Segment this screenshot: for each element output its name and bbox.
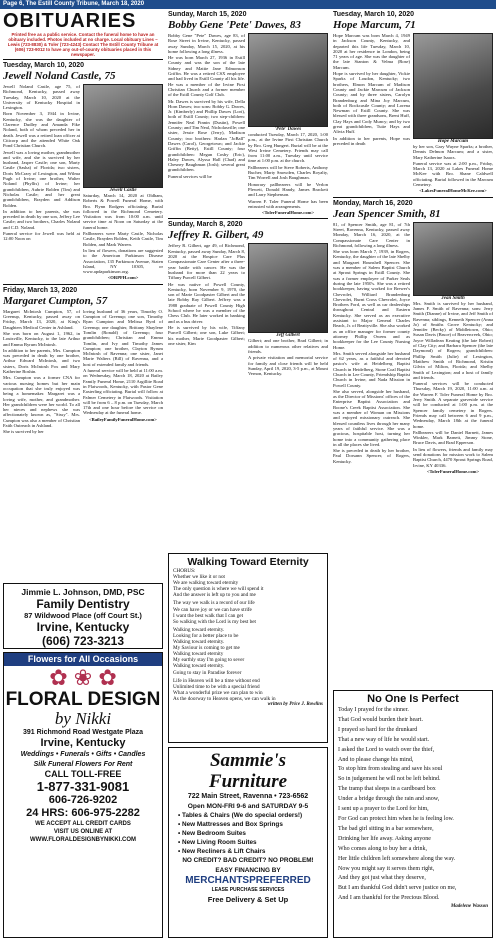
ad-sammie-easy: EASY FINANCING BY [215,867,281,874]
ad-johnson-line1: Jimmie L. Johnson, DMD, PSC [21,587,145,597]
spencer-p3: Mrs. Smith served alongside her husband of 62 years, as a faithful and devoted pastor's wife at Heidelberg Baptist Church in Heidelberg, Stone Coal Baptist Church in Lee County, Friendship Baptist Church in Irvine, and Nada Mission in Powell County. [333,350,410,388]
castle-credit: <ORPFH.com> [107,275,139,281]
poem-line: For God can protect him when he is feeling low. [338,815,454,822]
poem-line: So in judgement he will not be left behind. [338,776,441,783]
castle-p7: Pallbearers were Marty Castle, Nicholas Castle, Brayden Bolden, Keith Castle, Tim Bolden, and Mark Warren. [83,231,163,247]
poem-line: The only question is where we will spend it [173,586,264,593]
ad-sammie-items [169,811,327,856]
marcum-p4: by her son, Gary Wayne Sparks; a brother, Dennis Delmon Marcum; and a sister, Mary Katherine Isaacs. [413,144,493,160]
castle-p8: In lieu of flowers, donations are suggested to the American Parkinson Disease Association, 135 Parkinson Avenue, Staten Island, NY 10305, or www.apdaparkinson.org. [83,247,163,275]
dawes-p3: Mr. Dawes is survived by his wife, Della Horn Dawes; two sons: Bobby G. Dawes, Jr. (Kimberly) and Phillip Dawes (Lori), both of Estill County; two step-children: Jennifer Neal Finnin (Dustin), Powell County; and Tim Neal, Nicholasville; one sister, Jessie Rose (Jerry), Madison County; two brothers: Harlan "JoBall" Dawes (Carol), Georgetown; and Jackie Griffin (Betty), Estill County; four grandchildren: Megan Cosby (Eric), Haley Dawes, Alyssa Hall (Chad) and Chesney Baughman (Josh); several great grandchildren. [168,98,245,173]
ad-sammie-item: • New Recliners & Lift Chairs [178,848,266,855]
ad-floral-local: 606-726-9202 [48,794,118,806]
poem2-lines [338,706,488,904]
poem-line: Who comes along to buy her a drink, [338,845,427,852]
poem-line: That a new way of life he would start. [338,736,430,743]
spencer-photo-caption: Jean Smith [441,295,465,301]
spencer-p6: Mrs. Smith is survived by her husband, James F. Smith of Ravenna; sons: Jerry Smith (Dianne) of Irvine, and Jeff Smith of Ravenna; siblings, Kenneth Spencer (Anna Jo) of Smiths Grove Kentucky; and Jennifer (Becky) of Middletown, Ohio; Susan Davis (Bruce) of Beavercreek, Ohio; Joyce Willadean Keating (the late Robert) of Clay City; and Barbara Spencer (the late Daymond) of Rogers; grandchildren: Phillip Smith (Julie) of Lexington, Matthew Smith of Richmond, Kristin Gilvin of Milton, Florida; and Shelby Smith of Lexington; and a host of family and friends. [413,300,493,380]
dawes-photo [248,33,328,127]
marcum-credit: <LakesFuneralHomeMcKee.com> [419,188,487,194]
cumpton-name: Margaret Cumpton, 57 [3,294,108,307]
ad-sammie-hours: Open MON-FRI 9-6 and SATURDAY 9-5 [187,803,309,810]
ad-floral-name: FLORAL DESIGN [5,689,161,710]
dawes-date: Sunday, March 15, 2020 [168,11,247,18]
ad-sammie-item: • New Bedroom Suites [178,830,246,837]
castle-date: Tuesday, March 10, 2020 [3,62,85,69]
ad-sammie-addr: 722 Main Street, Ravenna • 723-6562 [187,793,309,800]
gilbert-p4: Gilbert; and one brother, Brad Gilbert; in addition to numerous other relatives and friends. [248,338,328,355]
poem1-title: Walking Toward Eternity [187,556,309,568]
poem-line: And I am thankful for the Precious Blood. [338,895,440,902]
poem-line: What a wonderful prize we can plan to win [173,689,263,696]
ad-floral-web: WWW.FLORALDESIGNBYNIKKI.COM [30,837,136,843]
dawes-photo-caption: 'Pete' Dawes [274,127,302,132]
marcum-p3: In addition to her parents, Hope was preceded in death [333,135,410,146]
ad-floral-by: by Nikki [54,709,112,728]
ad-sammie-item: • Tables & Chairs (We do special orders!) [178,812,303,819]
dawes-p2: He was born March 27, 1936 in Estill County and was the son of the late Sidney and Mattie Jane Edmonson Griffin. He was a retired CSX employee and had lived in Estill County all his life. He was a member of the Irvine First Christian Church and a former member of the Estill County Golf Club. [168,55,245,98]
cumpton-date: Friday, March 13, 2020 [3,286,78,294]
cumpton-p7: A funeral service will be held at 11:00 a.m. on Wednesday, March 18, 2020 at Bailey Family Funeral Home, 2110 Argillite Road in Flatwoods, Kentucky, with Pastor Gene Easterling officiating. Burial will follow at Palmer Cemetery in Flatwoods. Visitation will be from 6 – 8 p.m. on Tuesday, March 17th and one hour before the service on Wednesday at the funeral home. [83,368,163,416]
poem1-lines [173,568,323,702]
poem-line: Under a bridge through the rain and snow, [338,796,440,803]
poem2-author: Madelene Wasson [450,904,488,910]
ad-floral-tollfree: 1-877-331-9081 [36,779,130,794]
flower-icon: ✿ ❀ ✿ [49,665,117,690]
marcum-p2: Hope is survived by her daughter, Vickie Sparks of Loudon, Kentucky; two brothers, Elmon Marcum of Madison County and Jackie Marcum of Jackson County; and by three sisters, Carolyn Brandenburg and Mina Joy Marcum, both of Rockcastle County; and Lorena Newman of Estill County. She was blessed with three grandsons, Brent Huff, Clay Hays and Cody Muncy; and by two great grandchildren, Tuiie Hays and Alivia Huff. [333,71,410,135]
spencer-p8: Pallbearers will be Daniel Barnett, James Winkler, Mark Barnett, Jimmy Stone, Bruce Davis, and Brad Epperson. [413,429,493,446]
gilbert-name: Jeffrey R. Gilbert, 49 [168,229,264,242]
page-header: Page 6, The Estill County Tribune, March 18, 2020 [0,0,496,9]
spencer-p4: She also served, alongside her husband, as the Director of Missions' offices of the Enterprise Baptist Association and Boone's Creek Baptist Association. She was a member of Woman on Missions and enjoyed missionary outreach. She blessed countless lives through her many years of faithful service. She was a gracious, hospitable host, turning her home into a community gathering place in all the places she lived. [333,388,410,447]
poem-line: And to please change his mind, [338,756,414,763]
cumpton-credit: <BaileyFamilyFuneralHome.com> [89,416,157,422]
poem-line: Life in Heaven will be a time without end [173,677,260,684]
poem1-author: written by Price J. Rowlins [267,701,323,707]
castle-photo [83,84,163,188]
cumpton-p6: loving husband of 36 years, Timothy O. Cumpton of Greenup; one son, Timothy Ryan Cumpton and Melissa Byrd of Greenup; one daughter, Brittany Shaylene Tomlin (Ronald) of Greenup; four grandchildren; Christian and Emma Tomlin, and Ivy and Timothy James Cumpton; one brother, Clayton Byrum McIntosh of Ravenna; one sister, Janet Marie Walters (Bill) of Ravenna, and a host of extended family and friends. [83,308,163,367]
castle-p4: In addition to her parents, she was preceded in death by one son, Jeffery Lee Castle; and two brothers, Charles Noland and C.D. Noland. [3,208,80,230]
poem-line: And the answer is left up to you and me [173,592,256,599]
castle-p2: Born November 3, 1944 in Irvine, Kentucky, she was the daughter of Clarence Dudley and Amanda Fike Noland, both of whom preceded her in death. Jewell was a retired loan officer at Citicorp and the attended White Oak Pond Christian Church. [3,111,80,149]
ad-johnson-dentistry [3,583,163,649]
poem-line: The bad girl sitting in a bar somewhere, [338,825,434,832]
ad-johnson-line4: Irvine, Kentucky [36,620,130,634]
castle-p6: Saturday, March 14, 2020 at Oldham, Roberts & Powell Funeral Home, with Bro. Flynn Rodgers officiating. Burial followed in the Richmond Cemetery. Visitation was from 10:00 a.m. until service time at Noon on Saturday at the funeral home. [83,193,163,230]
poem-line: My earthly stay I'm going to sever [173,657,245,664]
poem-walking-toward-eternity [168,553,328,743]
cumpton-p4: Mrs. Cumpton was a former CNA for various nursing homes but her main occupation that she truly enjoyed was being a homemaker. Margaret was a loving wife, mother, and grandmother. Her grandchildren were her world. To all her nieces and nephews she was affectionately known as, "Sissy". Mrs. Cumpton was also a member of Christian Faith Outreach in Ashland. [3,375,80,428]
poem-line: Looking for a better place to be [173,632,239,639]
marcum-name: Hope Marcum, 71 [333,19,416,31]
poem-line: Walking toward eternity [173,651,224,658]
ad-floral-design [3,652,163,938]
ad-sammie-brand: MERCHANTSPREFERRED [185,875,311,886]
cumpton-p5: She is survived by her [3,429,44,435]
dawes-p7: Honorary pallbearers will be Verlon Plewett, Donald Handy, James Brackett and Larry Stephenson. [248,181,328,198]
gilbert-p5: A private visitation and memorial service for family and close friends will be held Sunday, April 19, 2020, 3-5 p.m., at Mount Vernon, Kentucky. [248,355,328,377]
spencer-date: Monday, March 16, 2020 [333,199,413,207]
dawes-p6: Pallbearers will be Steve Roberts, Anthony Bucher, Marty Snowden, Charles Royalty, Tim Worrell and Josh Baughman. [248,164,328,181]
poem-line: I prayed so hard for the drunkard [338,726,418,733]
poem-line: Going to stay in Paradise forever [173,669,242,676]
poem-line: I sent up a prayer to the Lord for him, [338,806,429,813]
marcum-photo-caption: Hope Marcum [437,139,469,144]
gilbert-photo [248,243,328,333]
ad-sammie-name: Sammie's Furniture [208,750,288,792]
spencer-credit: <TolerFuneralHome.com> [426,468,480,474]
poem-line: My Saviour is coming to get me [173,645,240,652]
dawes-name: Bobby Gene 'Pete' Dawes, 83 [168,19,301,31]
ad-sammie-item: • New Mattresses and Box Springs [178,821,283,828]
spencer-photo [413,222,493,296]
poem-line: That God would burden their heart. [338,716,423,723]
marcum-p5: Funeral service was at 2:00 p.m., Friday, March 13, 2020 at Lakes Funeral Home McKee with Bro. Shane Caldwell officiating. Burial followed in the Marcum Cemetery. [413,160,493,188]
poem-line: So walking with the Lord is my best bet [173,618,256,625]
poem-line: Walking toward eternity. [173,626,225,633]
dawes-p8: Warren F. Toler Funeral Home has been entrusted with arrangements. [248,198,328,209]
castle-photo-caption: Jewell Castle [109,188,137,193]
poem-line: Walking toward eternity. [173,639,225,646]
ad-sammie-credit: NO CREDIT? BAD CREDIT? NO PROBLEM! [182,857,314,864]
ad-sammies-furniture [168,747,328,938]
right-column [333,11,493,526]
marcum-p1: Hope Marcum was born March 4, 1949 in Jackson County, Kentucky, and departed this life Tuesday, March 10, 2020 at her residence in London, being 71 years of age. She was the daughter of the late Stanton & Velma (Rose) Marcum. [333,33,410,70]
ad-floral-addr: 391 Richmond Road Westgate Plaza [22,729,144,736]
ad-floral-hours: 24 HRS: 606-975-2282 [26,807,140,819]
ad-johnson-line3: 87 Wildwood Place (off Court St.) [24,611,142,620]
castle-p3: Jewell was a loving mother, grandmother and wife, and she is survived by her husband, Jasper Castle; one son, Marty Castle (Sasha) of Florida; two sisters, Doris McCrary of Lexington, and Wilma Pugh of Irvine; one brother, Walter Noland (Phyllis) of Irvine; her grandchildren, Aubrie Bolden (Tim) and Nicholas Castle; and her great grandchildren, Brayden and Addison Bolden. [3,149,80,208]
dawes-p1: Bobby Gene "Pete" Dawes, age 83, of Rose Street in Irvine, Kentucky, passed away Sunday, March 15, 2020, at his home following a long illness. [168,33,245,54]
dawes-p4: Funeral services will be [168,173,212,179]
ad-floral-silk: Silk Funeral Flowers For Rent [33,761,133,768]
ad-johnson-line5: (606) 723-3213 [41,634,125,648]
spencer-p7: Funeral services will be conducted Thursday, March 19, 2020, 11:00 a.m. at the Warren F. Toler Funeral Home by Bro. Jerry Smith. A separate graveside service will be conducted at 1:00 p.m. at the Spencer family cemetery in Rogers. Friends may call between 6 and 9 p.m., Wednesday, March 18th at the funeral home. [413,381,493,429]
poem-line: And they got just what they deserve, [338,875,426,882]
marcum-photo [413,33,493,139]
gilbert-p1: Jeffrey R. Gilbert, age 49, of Richmond, Kentucky, passed away Sunday, March 8, 2020 at the Hospice Care Plus Compassionate Care Center after a three-year battle with cancer. He was the husband for more than 22 years to Tiffany Purcell Gilbert. [168,243,245,281]
poem-line: To stop him from stealing and save his soul [338,766,443,773]
spencer-p9: In lieu of flowers, friends and family may send donations for mission work to Salem Baptist Church, 4470 Sprout Springs Road, Irvine, KY 40336. [413,446,493,468]
dawes-p5: conducted Tuesday, March 17, 2020, 1:00 p.m., at the Irvine First Christian Church by Bro. Greg Hungert. Burial will be at the West Irvine Cemetery. Friends may call from 11:00 a.m., Tuesday until service time at 1:00 p.m. at the church. [248,132,328,164]
gilbert-p2: He was native of Powell County, Kentucky, born November 9, 1970, the son of Marie Goodpaster Gilbert and the late Bobby Ray Gilbert. Jeffrey was a 1988 graduate of Powell County High School where he was a member of the Chess Club. He later worked in banking and as a bus driver. [168,281,245,324]
poem-line: But I am thankful God didn't serve justice on me, [338,885,457,892]
castle-p1: Jewell Noland Castle, age 75, of Richmond, Kentucky, passed away Tuesday, March 10, 2020 at the University of Kentucky Hospital in Lexington. [3,84,80,111]
spencer-name: Jean Spencer Smith, 81 [333,207,441,220]
gilbert-p3: He is survived by his wife, Tiffany Purcell Gilbert; one son, Luke Gilbert; his mother, Marie Goodpaster Gilbert; one sister, Kim [168,324,245,346]
poem-line: The way we walk is a record of our life [173,600,255,607]
poem-line: The tramp that sleeps in a cardboard box [338,786,436,793]
poem-line: Her little children left somewhere along the way. [338,855,456,862]
ad-sammie-brand-sub: LEASE PURCHASE SERVICES [211,887,285,893]
spencer-p5: She is preceded in death by her brother, Paul Dorsann Spencer, of Rogers, Kentucky. [333,448,410,464]
ad-sammie-item: • New Living Room Suites [178,839,257,846]
poem-no-one-is-perfect [333,690,493,938]
ad-floral-top: Flowers for All Occasions [4,653,162,666]
dawes-credit: <TolerFuneralHome.com> [261,210,315,216]
poem-line: I asked the Lord to watch over the thief, [338,746,435,753]
ad-johnson-line2: Family Dentistry [36,597,130,611]
poem-line: Unlimited time to be with a special friend [173,683,260,690]
obituaries-notice: Printed free as a public service. Contact the funeral home to have an obituary included. Photos included at no charge. Local obituary Lines – Lewis (723-8830) & Toler (723-4243) Contact The Estill County Tribune at (606) 723-9012 to have any out-of-county obituaries placed in this newspaper. [7,32,159,57]
gilbert-photo-caption: Jeff Gilbert [276,333,300,339]
poem-line: We are walking toward eternity [173,580,239,587]
obituaries-title: OBITUARIES [3,11,137,32]
ad-floral-call: CALL TOLL-FREE [44,769,122,779]
poem-line: CHORUS: [173,568,196,574]
ad-sammie-delivery: Free Delivery & Set Up [207,895,289,904]
poem-line: Whether we like it or not [173,574,226,581]
castle-name: Jewell Noland Castle, 75 [3,70,116,82]
ad-floral-visit: VISIT US ONLINE AT [53,829,113,835]
marcum-date: Tuesday, March 10, 2020 [333,11,415,18]
poem-line: Now you might say it serves them right, [338,865,435,872]
poem-line: Drinking her life away. Asking anyone [338,835,431,842]
poem-line: We can have joy or we can have strife [173,606,252,613]
spencer-p1: 81, of Spencer Smith, age 81, of 7th Street, Ravenna, Kentucky, passed away Monday, March 16, 2020, at the Compassionate Care Center in Richmond, following a long illness. [333,221,410,248]
cumpton-p3: In addition to her parents, Mrs. Cumpton was preceded in death by one brother, Arthur Edward McIntosh, and two sisters, Doris McIntosh Fox and Mary Katherine Boshin. [3,347,80,375]
poem-line: I want the best walk that I can get [173,612,244,619]
castle-p5: Funeral service for Jewell was held at 12:00 Noon on [3,231,80,242]
cumpton-p2: She was born on August 1, 1962, in Louisville, Kentucky, to the late Arthur and Emma Byrum McIntosh. [3,330,80,347]
spencer-p2: She was born March 7, 1939, in Rogers, Kentucky, the daughter of the late Shelby and Margaret Hounshell Spencer. She was a member of Salem Baptist Church at Sprout Springs in Estill County. She was a former employee of Parker Seals during the late 1950's. She was a retired bookkeeper, having worked for Brewer's Chevrolet, Williard Brandenburg Chevrolet, Burnt Cross Chevrolet, Joyce Brothers Ford, as well as car dealerships throughout Central and Eastern Kentucky. She served as an executive assistant to Major General Charles Beach, Jr. of Beattyville. She also worked as an office manager for former county attorney Phillip Owens and as bookkeeper for the Lee County Nursing Home. [333,249,410,350]
ad-floral-cards: WE ACCEPT ALL CREDIT CARDS [35,821,131,827]
gilbert-date: Sunday, March 8, 2020 [168,221,243,229]
poem-line: Today I prayed for the sinner. [338,707,409,713]
cumpton-p1: Margaret McIntosh Cumpton, 57, of Greenup, Kentucky, passed away on Friday, March 13, 2020, at King's Daughters Medical Center in Ashland. [3,308,80,330]
ad-floral-city: Irvine, Kentucky [40,737,126,749]
poem2-title: No One Is Perfect [367,693,459,705]
poem-line: As the doorway to Heaven opens, we can walk in [173,695,276,702]
ad-floral-services: Weddings • Funerals • Gifts • Candles [20,751,146,758]
poem-line: Walking toward eternity. [173,663,225,670]
